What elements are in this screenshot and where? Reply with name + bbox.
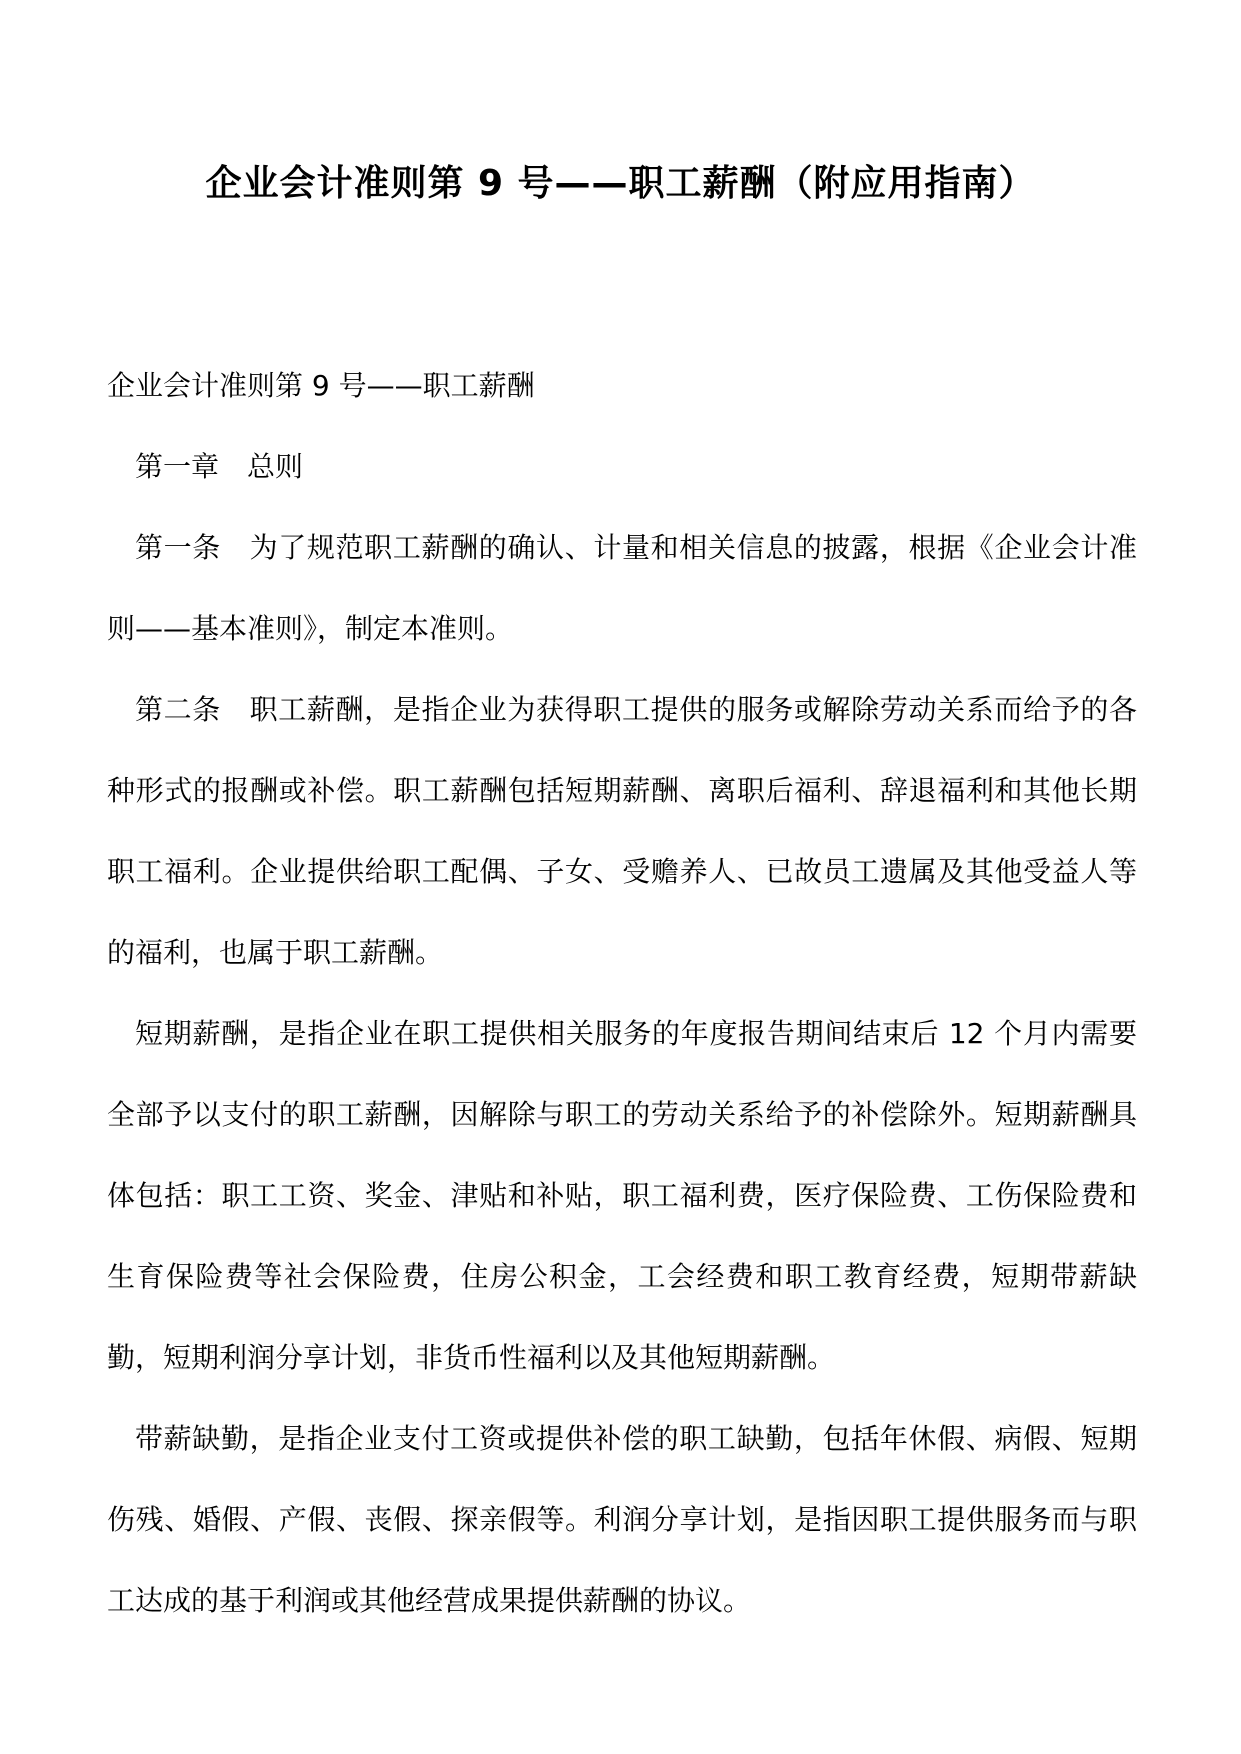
article-1-label: 第一条: [135, 531, 221, 564]
article-2: [107, 669, 1137, 993]
article-1: [107, 507, 1137, 669]
document-title: 企业会计准则第 9 号——职工薪酬（附应用指南）: [205, 163, 1036, 204]
document-body: [107, 345, 1137, 1641]
paragraph-paid-absence: 带薪缺勤，是指企业支付工资或提供补偿的职工缺勤，包括年休假、病假、短期伤残、婚假、产假、丧假、探亲假等。利润分享计划，是指因职工提供服务而与职工达成的基于利润或其他经营成果提供薪酬的协议。: [107, 1422, 1137, 1617]
chapter-name: 总则: [247, 450, 304, 483]
standard-subtitle: 企业会计准则第 9 号——职工薪酬: [107, 369, 535, 402]
chapter-number: 第一章: [135, 450, 220, 483]
article-2-label: 第二条: [135, 693, 221, 726]
article-1-text: 为了规范职工薪酬的确认、计量和相关信息的披露，根据《企业会计准则——基本准则》，制定本准则。: [107, 531, 1137, 645]
paragraph-short-term-pay: 短期薪酬，是指企业在职工提供相关服务的年度报告期间结束后 12 个月内需要全部予以支付的职工薪酬，因解除与职工的劳动关系给予的补偿除外。短期薪酬具体包括：职工工资、奖金、津贴和补贴，职工福利费，医疗保险费、工伤保险费和生育保险费等社会保险费，住房公积金，工会经费和职工教育经费，短期带薪缺勤，短期利润分享计划，非货币性福利以及其他短期薪酬。: [107, 1017, 1137, 1374]
chapter-heading: [107, 426, 1137, 507]
article-2-text: 职工薪酬，是指企业为获得职工提供的服务或解除劳动关系而给予的各种形式的报酬或补偿。职工薪酬包括短期薪酬、离职后福利、辞退福利和其他长期职工福利。企业提供给职工配偶、子女、受赡养人、已故员工遗属及其他受益人等的福利，也属于职工薪酬。: [107, 693, 1137, 969]
